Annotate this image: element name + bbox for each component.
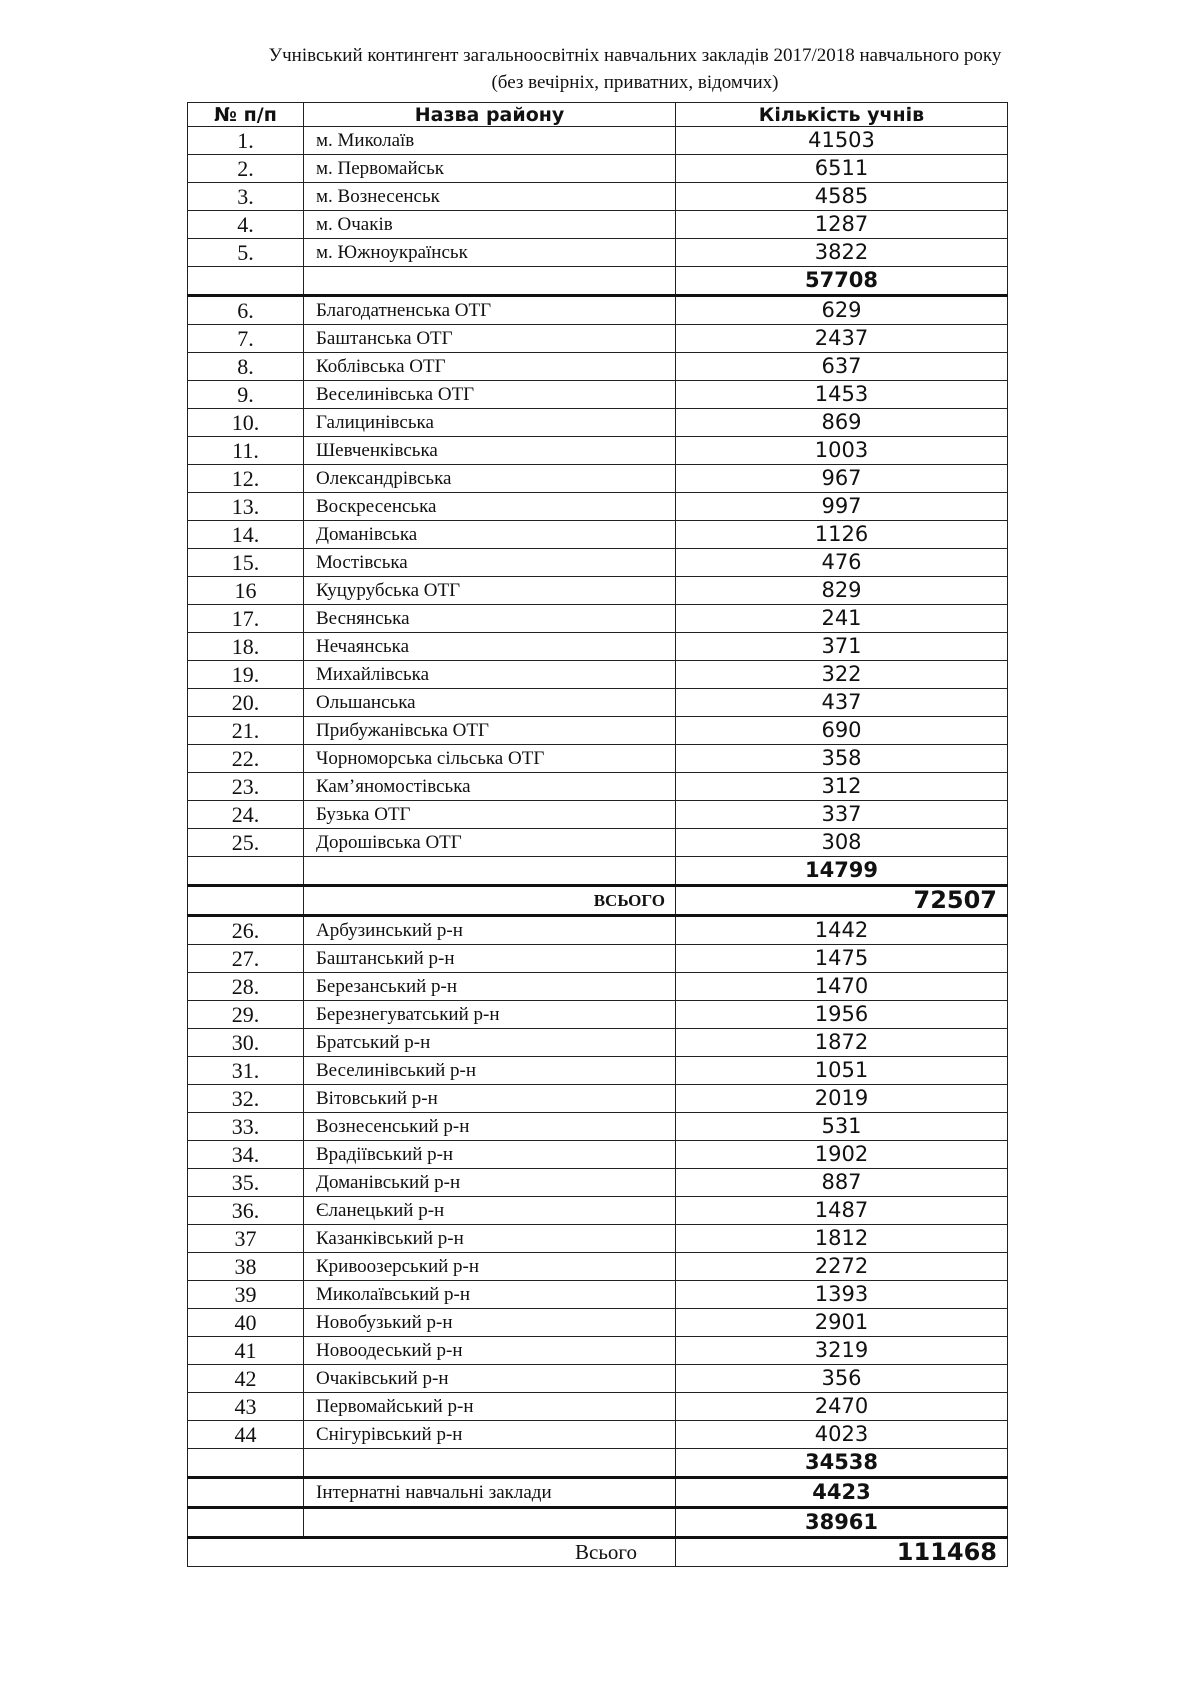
table-row <box>188 801 1008 829</box>
table-row <box>188 1197 1008 1225</box>
row-name: Новобузький р-н <box>304 1309 676 1337</box>
row-name: Очаківський р-н <box>304 1365 676 1393</box>
row-name: Доманівський р-н <box>304 1169 676 1197</box>
table-row <box>188 437 1008 465</box>
students-table <box>187 102 1008 1567</box>
empty-cell <box>188 1478 304 1508</box>
row-name: м. Первомайськ <box>304 155 676 183</box>
table-row <box>188 1113 1008 1141</box>
table-row <box>188 633 1008 661</box>
row-count: 41503 <box>676 127 1008 155</box>
total-label: ВСЬОГО <box>304 886 676 916</box>
row-count: 308 <box>676 829 1008 857</box>
grand-total-value: 111468 <box>676 1538 1008 1567</box>
empty-cell <box>188 267 304 296</box>
grand-total-row <box>188 1538 1008 1567</box>
row-number: 22. <box>188 745 304 773</box>
row-name: Куцурубська ОТГ <box>304 577 676 605</box>
row-number: 35. <box>188 1169 304 1197</box>
row-number: 1. <box>188 127 304 155</box>
row-count: 1287 <box>676 211 1008 239</box>
table-row <box>188 605 1008 633</box>
table-row <box>188 155 1008 183</box>
row-count: 312 <box>676 773 1008 801</box>
row-count: 1393 <box>676 1281 1008 1309</box>
row-number: 28. <box>188 973 304 1001</box>
row-name: Казанківський р-н <box>304 1225 676 1253</box>
table-row <box>188 409 1008 437</box>
empty-cell <box>188 857 304 886</box>
row-name: Доманівська <box>304 521 676 549</box>
table-row <box>188 1309 1008 1337</box>
table-row <box>188 1337 1008 1365</box>
row-number: 19. <box>188 661 304 689</box>
row-number: 11. <box>188 437 304 465</box>
table-row <box>188 1421 1008 1449</box>
row-number: 2. <box>188 155 304 183</box>
row-number: 26. <box>188 916 304 945</box>
row-count: 322 <box>676 661 1008 689</box>
row-number: 43 <box>188 1393 304 1421</box>
row-count: 371 <box>676 633 1008 661</box>
boarding-value: 4423 <box>676 1478 1008 1508</box>
row-number: 12. <box>188 465 304 493</box>
row-number: 21. <box>188 717 304 745</box>
row-name: Єланецький р-н <box>304 1197 676 1225</box>
row-name: Врадіївський р-н <box>304 1141 676 1169</box>
row-count: 997 <box>676 493 1008 521</box>
table-row <box>188 127 1008 155</box>
boarding-row <box>188 1478 1008 1508</box>
row-count: 337 <box>676 801 1008 829</box>
table-row <box>188 717 1008 745</box>
total-row <box>188 886 1008 916</box>
row-number: 3. <box>188 183 304 211</box>
row-number: 9. <box>188 381 304 409</box>
table-row <box>188 1029 1008 1057</box>
row-count: 2470 <box>676 1393 1008 1421</box>
row-number: 7. <box>188 325 304 353</box>
table-row <box>188 211 1008 239</box>
row-count: 531 <box>676 1113 1008 1141</box>
table-row <box>188 325 1008 353</box>
row-name: Первомайський р-н <box>304 1393 676 1421</box>
row-number: 27. <box>188 945 304 973</box>
row-number: 44 <box>188 1421 304 1449</box>
row-name: м. Южноукраїнськ <box>304 239 676 267</box>
row-name: Олександрівська <box>304 465 676 493</box>
total-value: 72507 <box>676 886 1008 916</box>
table-row <box>188 1085 1008 1113</box>
row-name: Шевченківська <box>304 437 676 465</box>
table-row <box>188 1365 1008 1393</box>
row-count: 637 <box>676 353 1008 381</box>
table-row <box>188 973 1008 1001</box>
column-header-number: № п/п <box>188 103 304 127</box>
row-name: Мостівська <box>304 549 676 577</box>
row-number: 15. <box>188 549 304 577</box>
districts-subtotal-row-value: 34538 <box>676 1449 1008 1478</box>
row-name: Веснянська <box>304 605 676 633</box>
table-row <box>188 773 1008 801</box>
row-count: 4585 <box>676 183 1008 211</box>
row-number: 5. <box>188 239 304 267</box>
row-name: Новоодеський р-н <box>304 1337 676 1365</box>
row-count: 1475 <box>676 945 1008 973</box>
row-number: 42 <box>188 1365 304 1393</box>
row-name: Ольшанська <box>304 689 676 717</box>
row-number: 20. <box>188 689 304 717</box>
table-row <box>188 1281 1008 1309</box>
empty-cell <box>304 1449 676 1478</box>
column-header-name: Назва району <box>304 103 676 127</box>
row-number: 16 <box>188 577 304 605</box>
row-count: 1442 <box>676 916 1008 945</box>
table-row <box>188 745 1008 773</box>
table-row <box>188 353 1008 381</box>
row-number: 30. <box>188 1029 304 1057</box>
row-name: Прибужанівська ОТГ <box>304 717 676 745</box>
row-number: 24. <box>188 801 304 829</box>
row-count: 887 <box>676 1169 1008 1197</box>
row-number: 33. <box>188 1113 304 1141</box>
row-count: 358 <box>676 745 1008 773</box>
row-name: Чорноморська сільська ОТГ <box>304 745 676 773</box>
row-count: 2901 <box>676 1309 1008 1337</box>
empty-cell <box>304 857 676 886</box>
table-row <box>188 296 1008 325</box>
grand-total-label: Всього <box>188 1538 676 1567</box>
table-row <box>188 1169 1008 1197</box>
row-name: Михайлівська <box>304 661 676 689</box>
row-number: 41 <box>188 1337 304 1365</box>
row-count: 356 <box>676 1365 1008 1393</box>
row-count: 437 <box>676 689 1008 717</box>
row-count: 1051 <box>676 1057 1008 1085</box>
table-row <box>188 1253 1008 1281</box>
column-header-count: Кількість учнів <box>676 103 1008 127</box>
row-count: 1487 <box>676 1197 1008 1225</box>
row-name: Братський р-н <box>304 1029 676 1057</box>
row-count: 3219 <box>676 1337 1008 1365</box>
communities-subtotal-row <box>188 857 1008 886</box>
row-count: 629 <box>676 296 1008 325</box>
empty-cell <box>304 267 676 296</box>
row-count: 829 <box>676 577 1008 605</box>
row-name: Нечаянська <box>304 633 676 661</box>
communities-subtotal-row-value: 14799 <box>676 857 1008 886</box>
row-count: 869 <box>676 409 1008 437</box>
row-number: 14. <box>188 521 304 549</box>
row-number: 13. <box>188 493 304 521</box>
cities-subtotal-row <box>188 267 1008 296</box>
empty-cell <box>304 1508 676 1538</box>
title-line-1: Учнівський контингент загальноосвітніх навчальних закладів 2017/2018 навчального року <box>268 45 1002 66</box>
empty-cell <box>188 886 304 916</box>
row-count: 2437 <box>676 325 1008 353</box>
row-name: м. Миколаїв <box>304 127 676 155</box>
row-name: Вознесенський р-н <box>304 1113 676 1141</box>
table-row <box>188 183 1008 211</box>
table-row <box>188 945 1008 973</box>
row-name: Дорошівська ОТГ <box>304 829 676 857</box>
row-name: Снігурівський р-н <box>304 1421 676 1449</box>
row-count: 1872 <box>676 1029 1008 1057</box>
row-count: 4023 <box>676 1421 1008 1449</box>
table-row <box>188 549 1008 577</box>
row-name: Миколаївський р-н <box>304 1281 676 1309</box>
row-name: Коблівська ОТГ <box>304 353 676 381</box>
table-row <box>188 916 1008 945</box>
row-count: 1126 <box>676 521 1008 549</box>
rural-total-row <box>188 1508 1008 1538</box>
row-name: Кам’яномостівська <box>304 773 676 801</box>
row-name: Арбузинський р-н <box>304 916 676 945</box>
row-count: 6511 <box>676 155 1008 183</box>
row-number: 18. <box>188 633 304 661</box>
row-name: м. Очаків <box>304 211 676 239</box>
row-count: 1902 <box>676 1141 1008 1169</box>
row-name: Березанський р-н <box>304 973 676 1001</box>
row-count: 241 <box>676 605 1008 633</box>
row-number: 37 <box>188 1225 304 1253</box>
row-name: м. Вознесенськ <box>304 183 676 211</box>
row-name: Бузька ОТГ <box>304 801 676 829</box>
table-row <box>188 465 1008 493</box>
row-count: 967 <box>676 465 1008 493</box>
row-number: 17. <box>188 605 304 633</box>
table-row <box>188 521 1008 549</box>
table-row <box>188 577 1008 605</box>
row-name: Вітовський р-н <box>304 1085 676 1113</box>
row-name: Воскресенська <box>304 493 676 521</box>
row-name: Березнегуватський р-н <box>304 1001 676 1029</box>
row-count: 476 <box>676 549 1008 577</box>
row-count: 3822 <box>676 239 1008 267</box>
empty-cell <box>188 1508 304 1538</box>
row-number: 36. <box>188 1197 304 1225</box>
row-number: 34. <box>188 1141 304 1169</box>
row-number: 29. <box>188 1001 304 1029</box>
row-number: 39 <box>188 1281 304 1309</box>
row-number: 8. <box>188 353 304 381</box>
row-number: 25. <box>188 829 304 857</box>
row-count: 1003 <box>676 437 1008 465</box>
row-name: Веселинівський р-н <box>304 1057 676 1085</box>
row-count: 2272 <box>676 1253 1008 1281</box>
row-number: 4. <box>188 211 304 239</box>
table-row <box>188 829 1008 857</box>
row-number: 23. <box>188 773 304 801</box>
row-number: 32. <box>188 1085 304 1113</box>
row-count: 1956 <box>676 1001 1008 1029</box>
row-count: 1453 <box>676 381 1008 409</box>
row-name: Кривоозерський р-н <box>304 1253 676 1281</box>
row-name: Галицинівська <box>304 409 676 437</box>
table-row <box>188 1393 1008 1421</box>
table-row <box>188 1057 1008 1085</box>
table-row <box>188 1141 1008 1169</box>
table-row <box>188 1225 1008 1253</box>
row-count: 690 <box>676 717 1008 745</box>
table-row <box>188 493 1008 521</box>
table-row <box>188 239 1008 267</box>
empty-cell <box>188 1449 304 1478</box>
title-line-2: (без вечірніх, приватних, відомчих) <box>491 72 779 93</box>
row-name: Веселинівська ОТГ <box>304 381 676 409</box>
row-number: 6. <box>188 296 304 325</box>
table-row <box>188 661 1008 689</box>
row-number: 38 <box>188 1253 304 1281</box>
row-name: Баштанська ОТГ <box>304 325 676 353</box>
table-row <box>188 689 1008 717</box>
rural-total-row-value: 38961 <box>676 1508 1008 1538</box>
cities-subtotal-row-value: 57708 <box>676 267 1008 296</box>
page-title <box>185 42 1085 96</box>
table-row <box>188 1001 1008 1029</box>
boarding-label: Інтернатні навчальні заклади <box>304 1478 676 1508</box>
row-name: Баштанський р-н <box>304 945 676 973</box>
row-count: 2019 <box>676 1085 1008 1113</box>
row-count: 1470 <box>676 973 1008 1001</box>
row-name: Благодатненська ОТГ <box>304 296 676 325</box>
districts-subtotal-row <box>188 1449 1008 1478</box>
row-count: 1812 <box>676 1225 1008 1253</box>
table-row <box>188 381 1008 409</box>
row-number: 10. <box>188 409 304 437</box>
row-number: 31. <box>188 1057 304 1085</box>
table-header-row <box>188 103 1008 127</box>
row-number: 40 <box>188 1309 304 1337</box>
